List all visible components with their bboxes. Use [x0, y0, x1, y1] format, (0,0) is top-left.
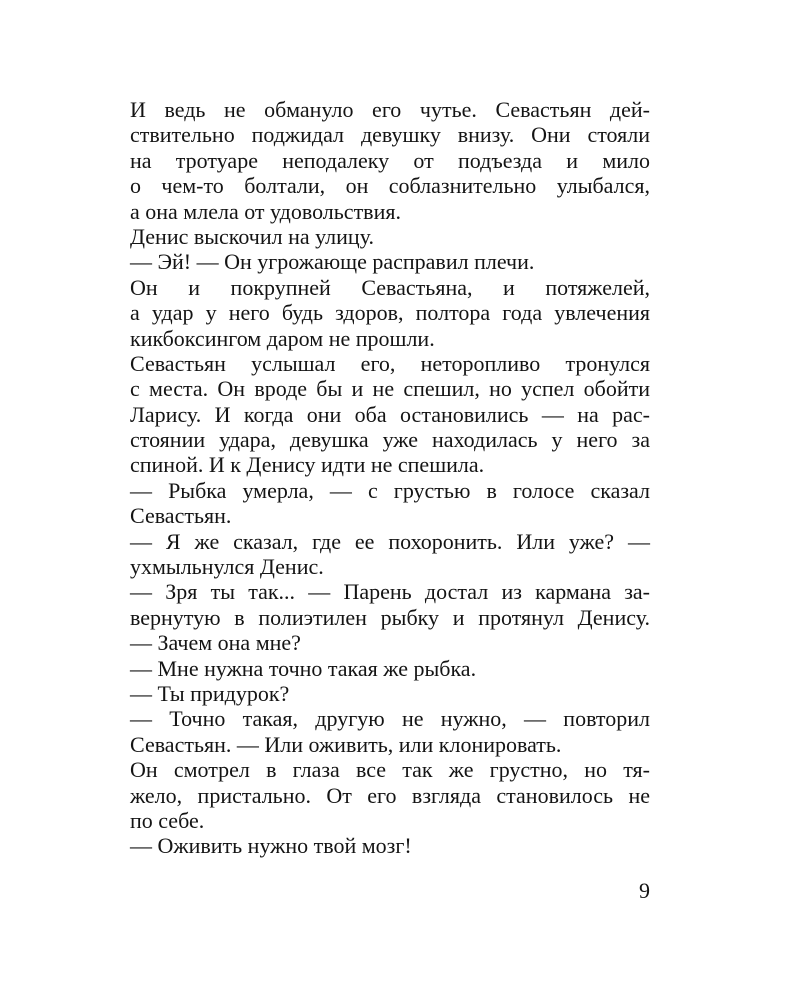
text-line: Севастьян услышал его, неторопливо тронулся: [130, 350, 650, 376]
text-line: — Мне нужна точно такая же рыбка.: [130, 655, 477, 681]
text-line: вернутую в полиэтилен рыбку и протянул Денису.: [130, 604, 650, 630]
text-line: с места. Он вроде бы и не спешил, но успел обойти: [130, 376, 650, 402]
page-body-text: [130, 97, 650, 859]
text-line: жело, пристально. От его взгляда становилось не: [130, 782, 650, 808]
text-line: Ларису. И когда они оба остановились — на рас-: [130, 401, 650, 427]
text-line: по себе.: [130, 807, 205, 833]
text-line: а она млела от удовольствия.: [130, 198, 401, 224]
text-line: ствительно поджидал девушку внизу. Они стояли: [130, 122, 650, 148]
text-line: — Точно такая, другую не нужно, — повторил: [130, 706, 650, 732]
text-line: Севастьян.: [130, 503, 232, 529]
text-line: — Ты придурок?: [130, 680, 290, 706]
text-line: — Эй! — Он угрожающе расправил плечи.: [130, 249, 535, 275]
text-line: а удар у него будь здоров, полтора года увлечения: [130, 300, 650, 326]
text-line: — Я же сказал, где ее похоронить. Или уже? —: [130, 528, 650, 554]
text-line: кикбоксингом даром не прошли.: [130, 325, 435, 351]
text-line: Денис выскочил на улицу.: [130, 223, 374, 249]
text-line: Севастьян. — Или оживить, или клонировать.: [130, 731, 562, 757]
text-line: ухмыльнулся Денис.: [130, 554, 324, 580]
text-line: Он и покрупней Севастьяна, и потяжелей,: [130, 274, 650, 300]
text-line: стоянии удара, девушка уже находилась у него за: [130, 427, 650, 453]
text-line: — Оживить нужно твой мозг!: [130, 833, 412, 859]
text-line: И ведь не обмануло его чутье. Севастьян дей-: [130, 97, 650, 122]
text-line: — Зачем она мне?: [130, 630, 301, 656]
text-line: спиной. И к Денису идти не спешила.: [130, 452, 485, 478]
text-line: — Зря ты так... — Парень достал из кармана за-: [130, 579, 650, 605]
text-line: — Рыбка умерла, — с грустью в голосе сказал: [130, 477, 650, 503]
text-line: на тротуаре неподалеку от подъезда и мило: [130, 147, 650, 173]
text-line: Он смотрел в глаза все так же грустно, но тя-: [130, 757, 650, 783]
text-line: о чем-то болтали, он соблазнительно улыбался,: [130, 173, 650, 199]
page-number: 9: [639, 878, 650, 903]
